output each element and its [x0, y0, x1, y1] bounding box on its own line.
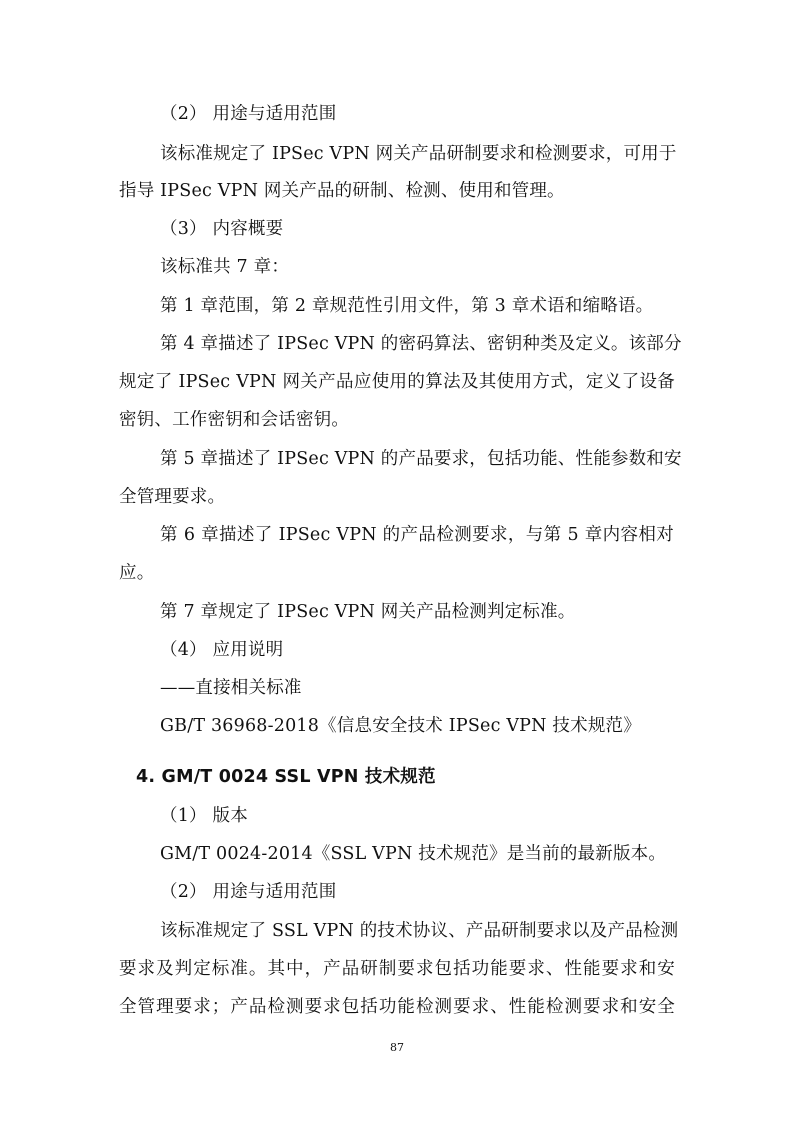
- subheading-summary: （3） 内容概要: [160, 219, 284, 239]
- paragraph-line: 该标准共 7 章：: [160, 257, 290, 277]
- paragraph-line: 第 7 章规定了 IPSec VPN 网关产品检测判定标准。: [160, 602, 576, 622]
- paragraph-line: 第 6 章描述了 IPSec VPN 的产品检测要求，与第 5 章内容相对: [160, 525, 674, 545]
- subheading-purpose: （2） 用途与适用范围: [160, 104, 337, 124]
- paragraph-line: 密钥、工作密钥和会话密钥。: [119, 410, 350, 430]
- paragraph-line: 应。: [119, 563, 155, 583]
- paragraph-line: 要求及判定标准。其中，产品研制要求包括功能要求、性能要求和安: [119, 959, 675, 979]
- subheading-version: （1） 版本: [160, 806, 248, 826]
- section-heading: 4. GM/T 0024 SSL VPN 技术规范: [136, 767, 436, 787]
- subheading-purpose: （2） 用途与适用范围: [160, 882, 337, 902]
- paragraph-line: 该标准规定了 IPSec VPN 网关产品研制要求和检测要求，可用于: [160, 144, 677, 164]
- subheading-application: （4） 应用说明: [160, 640, 284, 660]
- paragraph-line: 指导 IPSec VPN 网关产品的研制、检测、使用和管理。: [119, 181, 565, 201]
- paragraph-line: 规定了 IPSec VPN 网关产品应使用的算法及其使用方式，定义了设备: [119, 372, 675, 392]
- paragraph-line: 第 4 章描述了 IPSec VPN 的密码算法、密钥种类及定义。该部分: [160, 334, 682, 354]
- paragraph-line: 第 5 章描述了 IPSec VPN 的产品要求，包括功能、性能参数和安: [160, 449, 682, 469]
- paragraph-line: 全管理要求。: [119, 487, 226, 507]
- paragraph-line: GM/T 0024-2014《SSL VPN 技术规范》是当前的最新版本。: [160, 844, 667, 864]
- page-number: 87: [390, 1041, 404, 1054]
- paragraph-line: 第 1 章范围，第 2 章规范性引用文件，第 3 章术语和缩略语。: [160, 296, 654, 316]
- paragraph-line: ——直接相关标准: [160, 678, 302, 698]
- paragraph-line: 全管理要求；产品检测要求包括功能检测要求、性能检测要求和安全: [119, 997, 675, 1017]
- reference-line: GB/T 36968-2018《信息安全技术 IPSec VPN 技术规范》: [160, 716, 641, 736]
- paragraph-line: 该标准规定了 SSL VPN 的技术协议、产品研制要求以及产品检测: [160, 921, 679, 941]
